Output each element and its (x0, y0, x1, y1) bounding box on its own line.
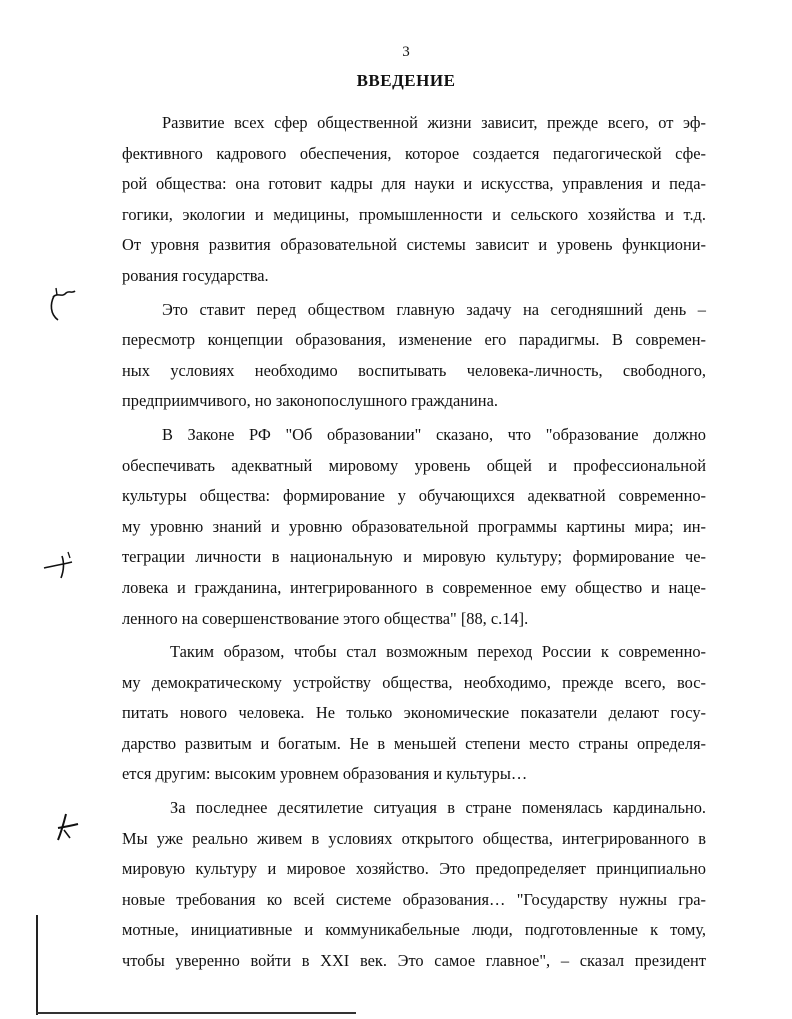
page-number: 3 (402, 44, 410, 60)
text-line: ется другим: высоким уровнем образования и культуры… (122, 764, 528, 784)
text-line: пересмотр концепции образования, изменение его парадигмы. В современ- (122, 330, 706, 350)
text-line: мировую культуру и мировое хозяйство. Это предопределяет принципиально (122, 859, 706, 879)
margin-mark-icon (40, 548, 80, 584)
text-line: ленного на совершенствование этого общества" [88, с.14]. (122, 608, 529, 628)
text-line: ловека и гражданина, интегрированного в современное ему общество и наце- (122, 577, 706, 597)
paragraph-4 (122, 637, 706, 790)
text-line: гогики, экологии и медицины, промышленности и сельского хозяйства и т.д. (122, 204, 706, 224)
text-line: рования государства. (122, 265, 269, 285)
text-line: Это ставит перед обществом главную задачу на сегодняшний день – (162, 299, 706, 319)
text-line: Таким образом, чтобы стал возможным переход России к современно- (170, 642, 706, 662)
paragraph-5 (122, 793, 706, 977)
text-line: обеспечивать адекватный мировому уровень общей и профессиональной (122, 455, 706, 475)
margin-mark-icon (44, 282, 78, 324)
text-line: рой общества: она готовит кадры для науки и искусства, управления и педа- (122, 174, 706, 194)
text-line: От уровня развития образовательной системы зависит и уровень функциони- (122, 235, 706, 255)
text-line: му демократическому устройству общества, необходимо, прежде всего, вос- (122, 672, 706, 692)
body-text (122, 108, 706, 977)
margin-mark-icon (52, 810, 82, 844)
paragraph-3 (122, 420, 706, 634)
text-line: ных условиях необходимо воспитывать человека-личность, свободного, (122, 360, 706, 380)
text-line: Развитие всех сфер общественной жизни зависит, прежде всего, от эф- (162, 113, 706, 132)
paragraph-2 (122, 295, 706, 417)
text-line: Мы уже реально живем в условиях открытого общества, интегрированного в (122, 828, 706, 848)
text-line: культуры общества: формирование у обучающихся адекватной современно- (122, 486, 706, 506)
text-line: питать нового человека. Не только экономические показатели делают госу- (122, 703, 706, 723)
text-line: дарство развитым и богатым. Не в меньшей степени место страны определя- (122, 733, 706, 753)
section-heading: ВВЕДЕНИЕ (356, 71, 456, 90)
text-line: мотные, инициативные и коммуникабельные люди, подготовленные к тому, (122, 920, 706, 940)
text-line: фективного кадрового обеспечения, которое создается педагогической сфе- (122, 143, 706, 163)
text-line: теграции личности в национальную и мировую культуру; формирование че- (122, 547, 706, 567)
paragraph-1 (122, 108, 706, 292)
text-line: новые требования ко всей системе образования… "Государству нужны гра- (122, 889, 706, 909)
scan-edge-line (36, 915, 38, 1015)
text-line: чтобы уверенно войти в XXI век. Это самое главное", – сказал президент (122, 951, 706, 971)
text-line: В Законе РФ "Об образовании" сказано, что "образование должно (162, 424, 706, 444)
text-line: му уровню знаний и уровню образовательной программы картины мира; ин- (122, 516, 706, 536)
scan-edge-line (36, 1012, 356, 1014)
text-line: предприимчивого, но законопослушного гражданина. (122, 391, 498, 411)
text-line: За последнее десятилетие ситуация в стране поменялась кардинально. (170, 798, 706, 818)
